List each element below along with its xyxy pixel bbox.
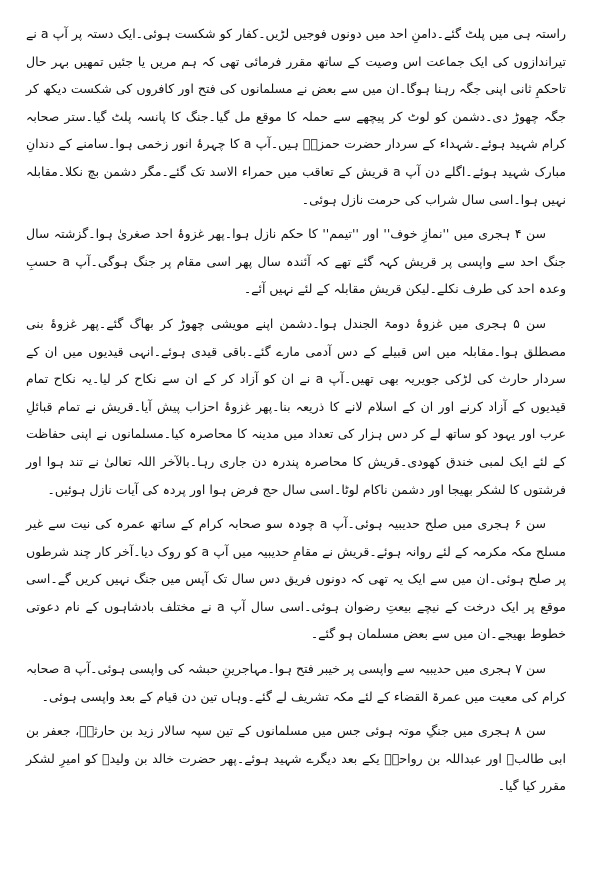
paragraph-year-6: سن ۶ ہجری میں صلح حدیبیہ ہوئی۔آپ a چودہ سو صحابہ کرام کے ساتھ عمرہ کی نیت سے غیر مسلح مکہ مکرمہ کے لئے روانہ ہوئے۔قریش نے مقامِ حدیبیہ میں آپ a کو روک دیا۔آخر کار چند شرطوں پر صلح ہوئی۔ان میں سے ایک یہ تھی کہ دونوں فریق دس سال تک آپس میں جنگ نہیں کریں گے۔اسی موقع پر ایک درخت کے نیچے بیعتِ رضوان ہوئی۔اسی سال آپ a نے مختلف بادشاہوں کے نام دعوتی خطوط بھیجے۔ان میں سے بعض مسلمان ہو گئے۔: [26, 516, 566, 642]
paragraph-year-7: سن ۷ ہجری میں حدیبیہ سے واپسی پر خیبر فتح ہوا۔مہاجرینِ حبشہ کی واپسی ہوئی۔آپ a صحابہ کرام کی معیت میں عمرۃ القضاء کے لئے مکہ تشریف لے گئے۔وہاں تین دن قیام کے بعد واپسی ہوئی۔: [26, 661, 566, 704]
paragraph-uhud-battle: راستہ ہی میں پلٹ گئے۔دامنِ احد میں دونوں فوجیں لڑیں۔کفار کو شکست ہوئی۔ایک دستہ پر آپ a نے تیراندازوں کی ایک جماعت اس وصیت کے ساتھ مقرر فرمائی تھی کہ ہم مریں یا جئیں تمھیں بہر حال تاحکمِ ثانی اپنی جگہ رہنا ہوگا۔ان میں سے بعض نے مسلمانوں کی فتح اور کافروں کی شکست دیکھ کر جگہ چھوڑ دی۔دشمن کو لوٹ کر پیچھے سے حملہ کا موقع مل گیا۔جنگ کا پانسہ پلٹ گیا۔ستر صحابہ کرام شہید ہوئے۔شہداء کے سردار حضرت حمزہؓ ہیں۔آپ a کا چہرۂ انور زخمی ہوا۔سامنے کے دندانِ مبارک شہید ہوئے۔اگلے دن آپ a قریش کے تعاقب میں حمراء الاسد تک گئے۔مگر دشمن بچ نکلا۔مقابلہ نہیں ہوا۔اسی سال شراب کی حرمت نازل ہوئی۔: [26, 26, 566, 207]
paragraph-year-8: سن ۸ ہجری میں جنگِ موتہ ہوئی جس میں مسلمانوں کے تین سپہ سالار زید بن حارثہؓ، جعفر بن ابی طالبؓ اور عبداللہ بن رواحہؓ یکے بعد دیگرے شہید ہوئے۔پھر حضرت خالد بن ولیدؓ کو امیرِ لشکر مقرر کیا گیا۔: [26, 723, 566, 794]
paragraph-year-4: سن ۴ ہجری میں ''نمازِ خوف'' اور ''تیمم'' کا حکم نازل ہوا۔پھر غزوۂ احد صغریٰ ہوا۔گزشتہ سال جنگ احد سے واپسی پر قریش کہہ گئے تھے کہ آئندہ سال پھر اسی مقام پر جنگ ہوگی۔آپ a حسبِ وعدہ احد کی طرف نکلے۔لیکن قریش مقابلہ کے لئے نہیں آئے۔: [26, 226, 566, 297]
paragraph-year-5: سن ۵ ہجری میں غزوۂ دومۃ الجندل ہوا۔دشمن اپنے مویشی چھوڑ کر بھاگ گئے۔پھر غزوۂ بنی مصطلق ہوا۔مقابلہ میں اس قبیلے کے دس آدمی مارے گئے۔باقی قیدی ہوئے۔انہی قیدیوں میں ان کے سردار حارث کی لڑکی جویریہ بھی تھیں۔آپ a نے ان کو آزاد کر کے ان سے نکاح کر لیا۔یہ نکاح تمام قیدیوں کے آزاد کرنے اور ان کے اسلام لانے کا ذریعہ بنا۔پھر غزوۂ احزاب پیش آیا۔قریش نے تمام قبائلِ عرب اور یہود کو ساتھ لے کر دس ہزار کی تعداد میں مدینہ کا محاصرہ کیا۔مسلمانوں نے اپنی حفاظت کے لئے ایک لمبی خندق کھودی۔قریش کا محاصرہ پندرہ دن جاری رہا۔بالآخر اللہ تعالیٰ نے تند ہوا اور فرشتوں کا لشکر بھیجا اور دشمن ناکام لوٹا۔اسی سال حج فرض ہوا اور پردہ کی آیات نازل ہوئیں۔: [26, 315, 566, 497]
document-page: [26, 20, 566, 807]
